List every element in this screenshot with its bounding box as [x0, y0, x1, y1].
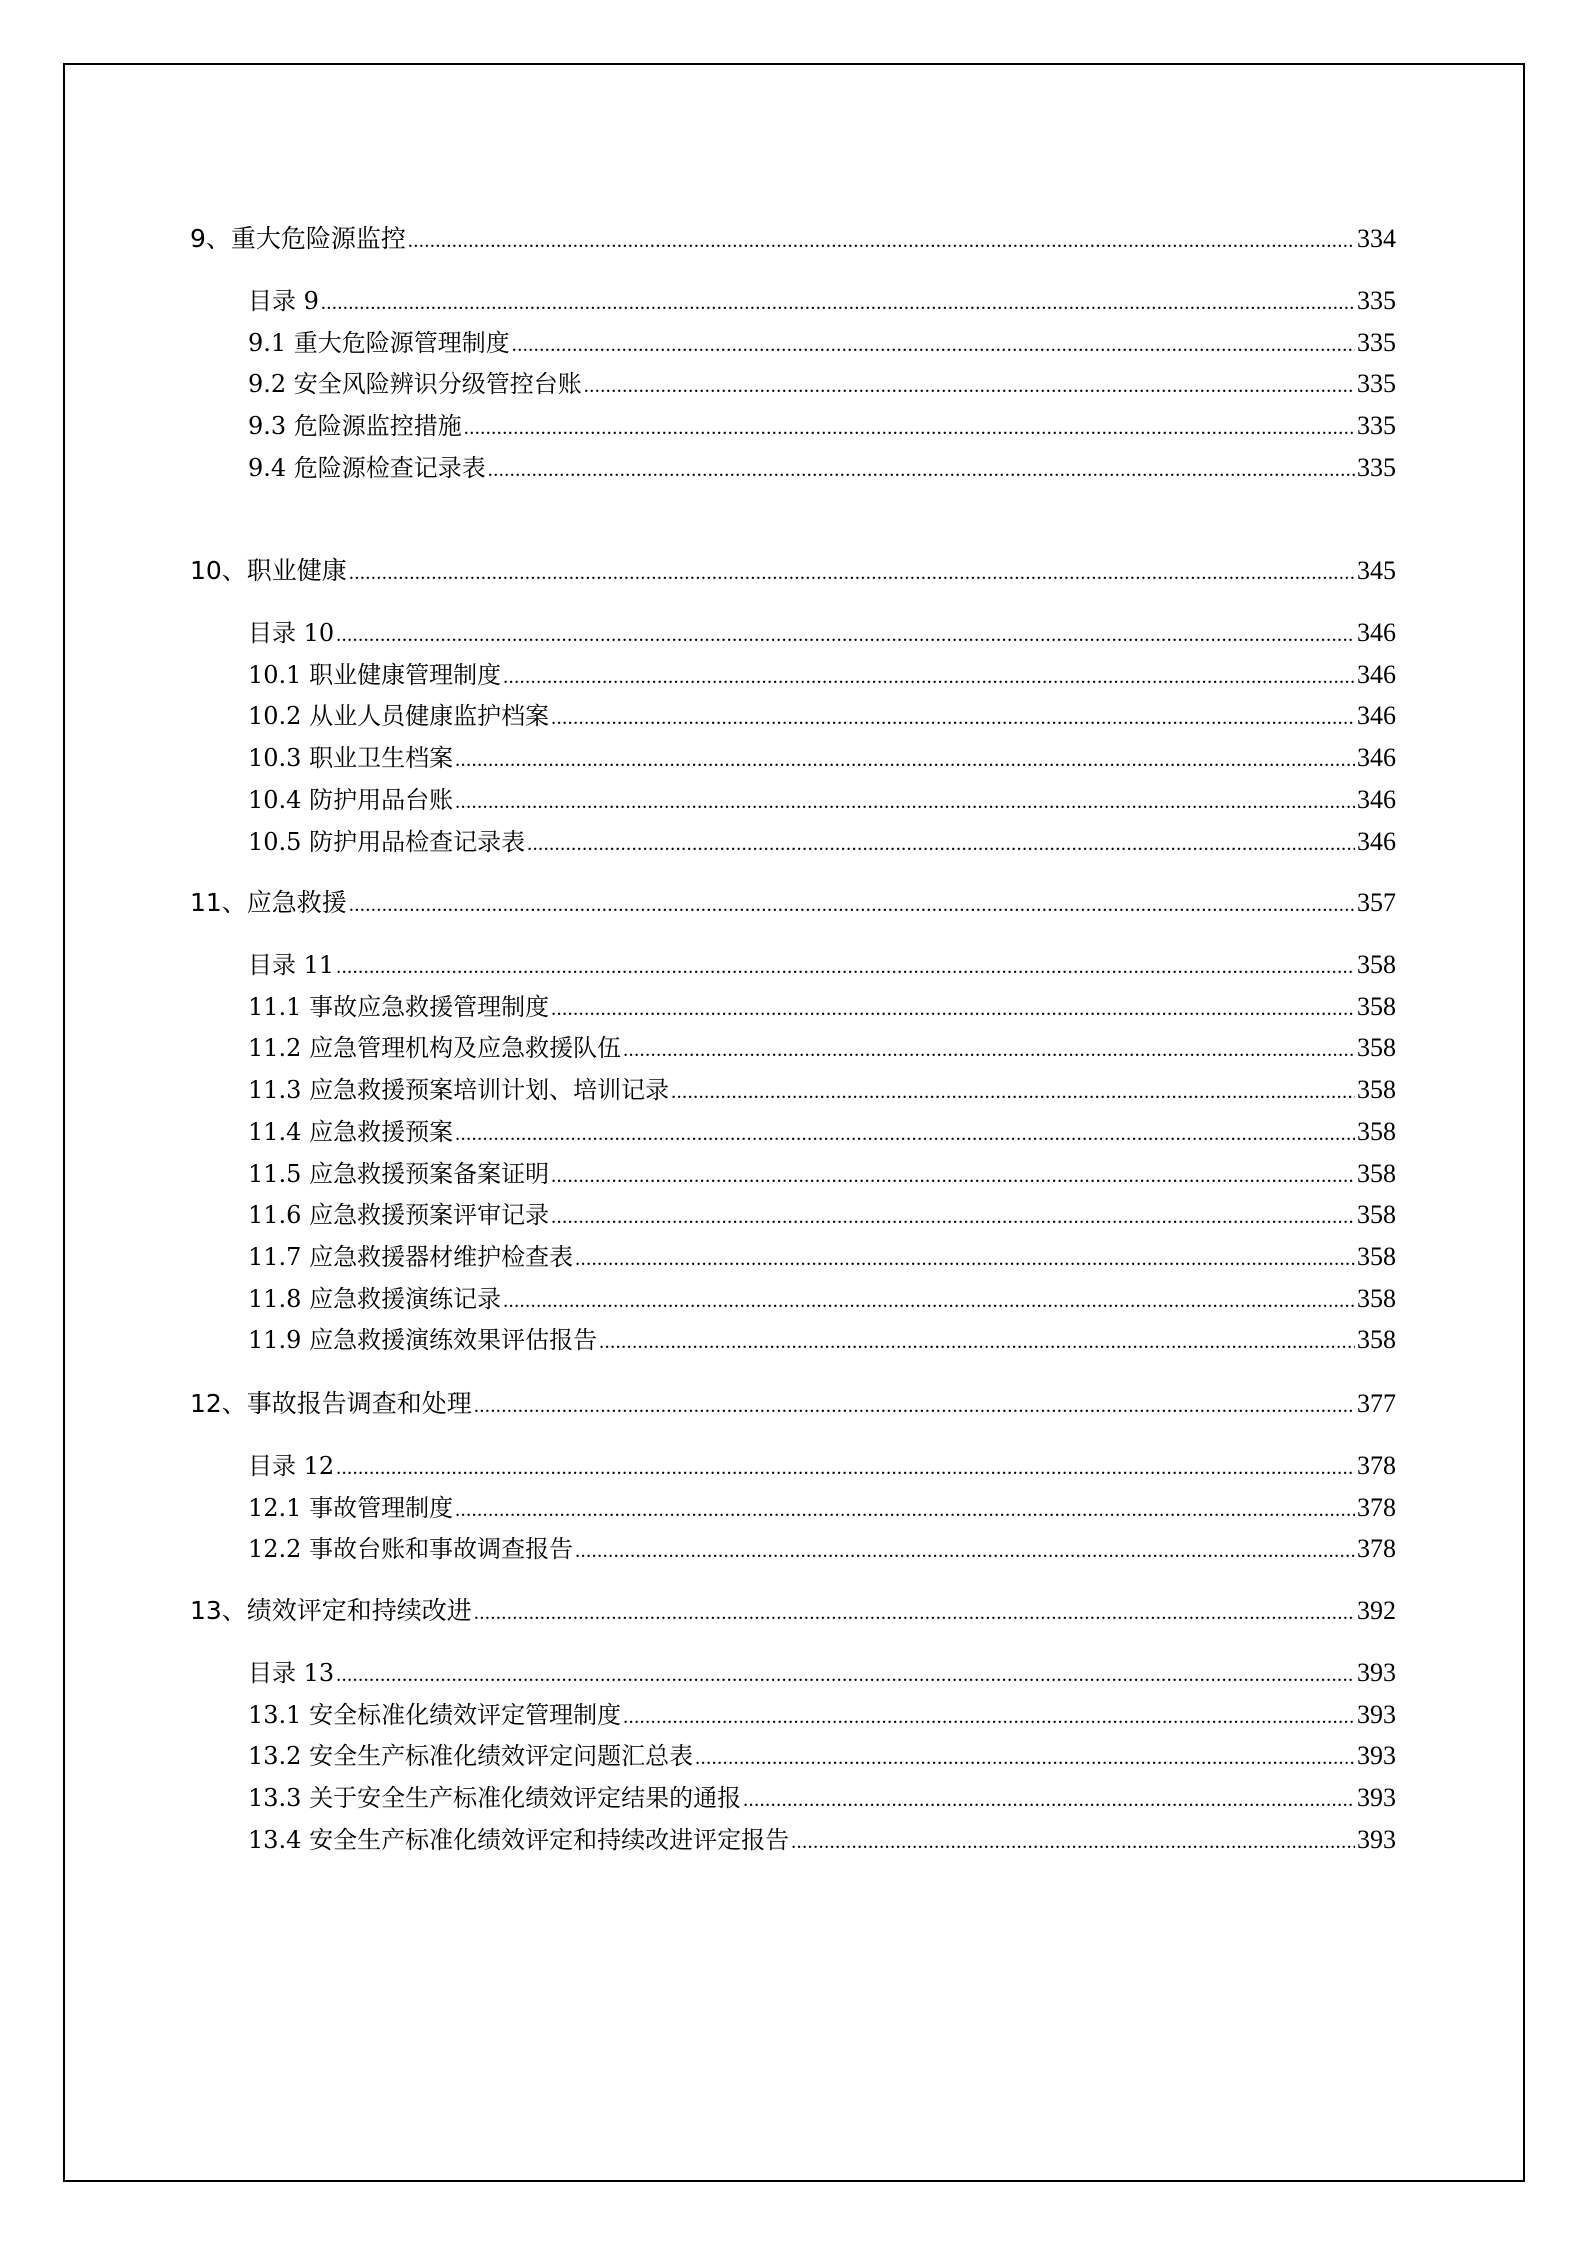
dot-leader [743, 1789, 1355, 1812]
toc-entry[interactable] [248, 1488, 1396, 1522]
toc-entry[interactable] [248, 613, 1396, 647]
dot-leader [336, 1664, 1355, 1687]
toc-entry-label: 10.1 职业健康管理制度 [248, 660, 502, 689]
toc-page-number: 346 [1357, 701, 1396, 731]
toc-entry[interactable] [248, 987, 1396, 1021]
dot-leader [512, 334, 1355, 357]
toc-entry-label: 9.3 危险源监控措施 [248, 412, 462, 441]
toc-page-number: 357 [1357, 888, 1396, 917]
toc-entry[interactable] [248, 655, 1396, 689]
toc-entry[interactable] [248, 1778, 1396, 1812]
toc-page-number: 393 [1357, 1824, 1396, 1854]
toc-page-number: 335 [1357, 327, 1396, 357]
toc-page-number: 358 [1357, 991, 1396, 1021]
toc-entry-label: 13.1 安全标准化绩效评定管理制度 [248, 1700, 622, 1729]
dot-leader [336, 956, 1355, 979]
toc-entry-label: 目录 10 [248, 619, 335, 647]
toc-heading-label: 9、重大危险源监控 [190, 224, 406, 253]
toc-heading-label: 10、职业健康 [190, 556, 347, 585]
toc-entry[interactable] [248, 1820, 1396, 1854]
toc-page-number: 377 [1357, 1389, 1396, 1418]
toc-entry[interactable] [248, 1653, 1396, 1687]
toc-entry[interactable] [248, 1736, 1396, 1770]
toc-entry-label: 11.4 应急救援预案 [248, 1117, 454, 1146]
toc-page-number: 358 [1357, 1200, 1396, 1230]
toc-entry[interactable] [248, 1112, 1396, 1146]
toc-heading-label: 11、应急救援 [190, 888, 347, 917]
toc-page-number: 358 [1357, 1116, 1396, 1146]
toc-page-number: 335 [1357, 369, 1396, 399]
toc-page-number: 358 [1357, 1241, 1396, 1271]
toc-entry[interactable] [248, 1695, 1396, 1729]
toc-page-number: 358 [1357, 1033, 1396, 1063]
toc-entry[interactable] [248, 448, 1396, 482]
toc-page-number: 378 [1357, 1451, 1396, 1480]
toc-entry-label: 目录 12 [248, 1452, 335, 1480]
toc-entry[interactable] [248, 738, 1396, 772]
dot-leader [623, 1039, 1355, 1062]
toc-page-number: 392 [1357, 1596, 1396, 1625]
toc-page-number: 346 [1357, 659, 1396, 689]
toc-entry-label: 12.1 事故管理制度 [248, 1493, 454, 1522]
toc-entry-label: 10.5 防护用品检查记录表 [248, 827, 526, 856]
toc-page-number: 335 [1357, 411, 1396, 441]
toc-entry[interactable] [248, 364, 1396, 398]
toc-page-number: 335 [1357, 452, 1396, 482]
dot-leader [599, 1331, 1355, 1354]
toc-entry-label: 11.9 应急救援演练效果评估报告 [248, 1326, 598, 1355]
toc-entry-label: 11.5 应急救援预案备案证明 [248, 1159, 550, 1188]
dot-leader [503, 666, 1355, 689]
toc-entry-label: 10.3 职业卫生档案 [248, 744, 454, 773]
toc-entry[interactable] [248, 323, 1396, 357]
dot-leader [584, 375, 1355, 398]
toc-page-number: 393 [1357, 1658, 1396, 1687]
dot-leader [455, 791, 1355, 814]
dot-leader [575, 1540, 1355, 1563]
dot-leader [474, 1395, 1355, 1418]
toc-entry-label: 11.6 应急救援预案评审记录 [248, 1201, 550, 1230]
dot-leader [349, 562, 1355, 585]
toc-page-number: 378 [1357, 1534, 1396, 1564]
toc-entry-label: 11.8 应急救援演练记录 [248, 1284, 502, 1313]
toc-entry[interactable] [248, 1279, 1396, 1313]
toc-entry[interactable] [248, 281, 1396, 315]
toc-entry[interactable] [248, 1070, 1396, 1104]
toc-entry-label: 目录 11 [248, 951, 335, 979]
dot-leader [336, 624, 1355, 647]
dot-leader [551, 1165, 1355, 1188]
toc-heading-label: 13、绩效评定和持续改进 [190, 1596, 472, 1625]
toc-page-number: 346 [1357, 784, 1396, 814]
toc-page-number: 358 [1357, 1283, 1396, 1313]
toc-section-heading[interactable] [190, 1591, 1396, 1625]
dot-leader [503, 1290, 1355, 1313]
toc-entry-label: 13.4 安全生产标准化绩效评定和持续改进评定报告 [248, 1825, 790, 1854]
dot-leader [551, 998, 1355, 1021]
toc-entry[interactable] [248, 1446, 1396, 1480]
toc-entry[interactable] [248, 1529, 1396, 1563]
toc-heading-label: 12、事故报告调查和处理 [190, 1389, 472, 1418]
toc-entry-label: 12.2 事故台账和事故调查报告 [248, 1535, 574, 1564]
toc-page-number: 346 [1357, 618, 1396, 647]
toc-section-heading[interactable] [190, 219, 1396, 253]
dot-leader [464, 417, 1355, 440]
dot-leader [408, 230, 1355, 253]
toc-entry-label: 10.2 从业人员健康监护档案 [248, 702, 550, 731]
toc-entry-label: 11.7 应急救援器材维护检查表 [248, 1242, 574, 1271]
toc-entry[interactable] [248, 945, 1396, 979]
toc-entry[interactable] [248, 780, 1396, 814]
toc-page-number: 345 [1357, 556, 1396, 585]
toc-page-number: 393 [1357, 1783, 1396, 1813]
toc-entry[interactable] [248, 696, 1396, 730]
toc-page-number: 358 [1357, 1325, 1396, 1355]
toc-entry[interactable] [248, 1195, 1396, 1229]
toc-page-number: 358 [1357, 950, 1396, 979]
dot-leader [527, 833, 1355, 856]
toc-entry[interactable] [248, 1320, 1396, 1354]
dot-leader [488, 459, 1355, 482]
toc-section-heading[interactable] [190, 1384, 1396, 1418]
toc-section-heading[interactable] [190, 551, 1396, 585]
dot-leader [551, 1206, 1355, 1229]
toc-entry-label: 11.2 应急管理机构及应急救援队伍 [248, 1034, 622, 1063]
toc-entry-label: 9.1 重大危险源管理制度 [248, 328, 510, 357]
dot-leader [791, 1831, 1355, 1854]
toc-page-number: 358 [1357, 1158, 1396, 1188]
toc-page-number: 358 [1357, 1075, 1396, 1105]
toc-entry-label: 11.1 事故应急救援管理制度 [248, 992, 550, 1021]
dot-leader [551, 707, 1355, 730]
dot-leader [623, 1706, 1355, 1729]
dot-leader [474, 1602, 1355, 1625]
toc-entry-label: 13.2 安全生产标准化绩效评定问题汇总表 [248, 1742, 694, 1771]
toc-entry-label: 11.3 应急救援预案培训计划、培训记录 [248, 1076, 670, 1105]
toc-entry-label: 9.2 安全风险辨识分级管控台账 [248, 370, 582, 399]
dot-leader [695, 1747, 1355, 1770]
dot-leader [671, 1081, 1355, 1104]
dot-leader [336, 1457, 1355, 1480]
dot-leader [455, 749, 1355, 772]
toc-page-number: 346 [1357, 826, 1396, 856]
dot-leader [455, 1499, 1355, 1522]
toc-entry-label: 13.3 关于安全生产标准化绩效评定结果的通报 [248, 1784, 742, 1813]
dot-leader [321, 292, 1355, 315]
toc-entry[interactable] [248, 1154, 1396, 1188]
toc-entry-label: 目录 13 [248, 1659, 335, 1687]
toc-page-number: 335 [1357, 286, 1396, 315]
toc-section-heading[interactable] [190, 883, 1396, 917]
toc-entry[interactable] [248, 1028, 1396, 1062]
toc-entry-label: 10.4 防护用品台账 [248, 785, 454, 814]
toc-page-number: 378 [1357, 1492, 1396, 1522]
dot-leader [575, 1248, 1355, 1271]
toc-entry[interactable] [248, 822, 1396, 856]
dot-leader [349, 894, 1355, 917]
toc-entry-label: 目录 9 [248, 287, 319, 315]
toc-entry-label: 9.4 危险源检查记录表 [248, 453, 486, 482]
toc-page-number: 346 [1357, 743, 1396, 773]
toc-entry[interactable] [248, 406, 1396, 440]
dot-leader [455, 1123, 1355, 1146]
toc-page-number: 393 [1357, 1741, 1396, 1771]
toc-page-number: 334 [1357, 224, 1396, 253]
toc-entry[interactable] [248, 1237, 1396, 1271]
toc-page-number: 393 [1357, 1699, 1396, 1729]
